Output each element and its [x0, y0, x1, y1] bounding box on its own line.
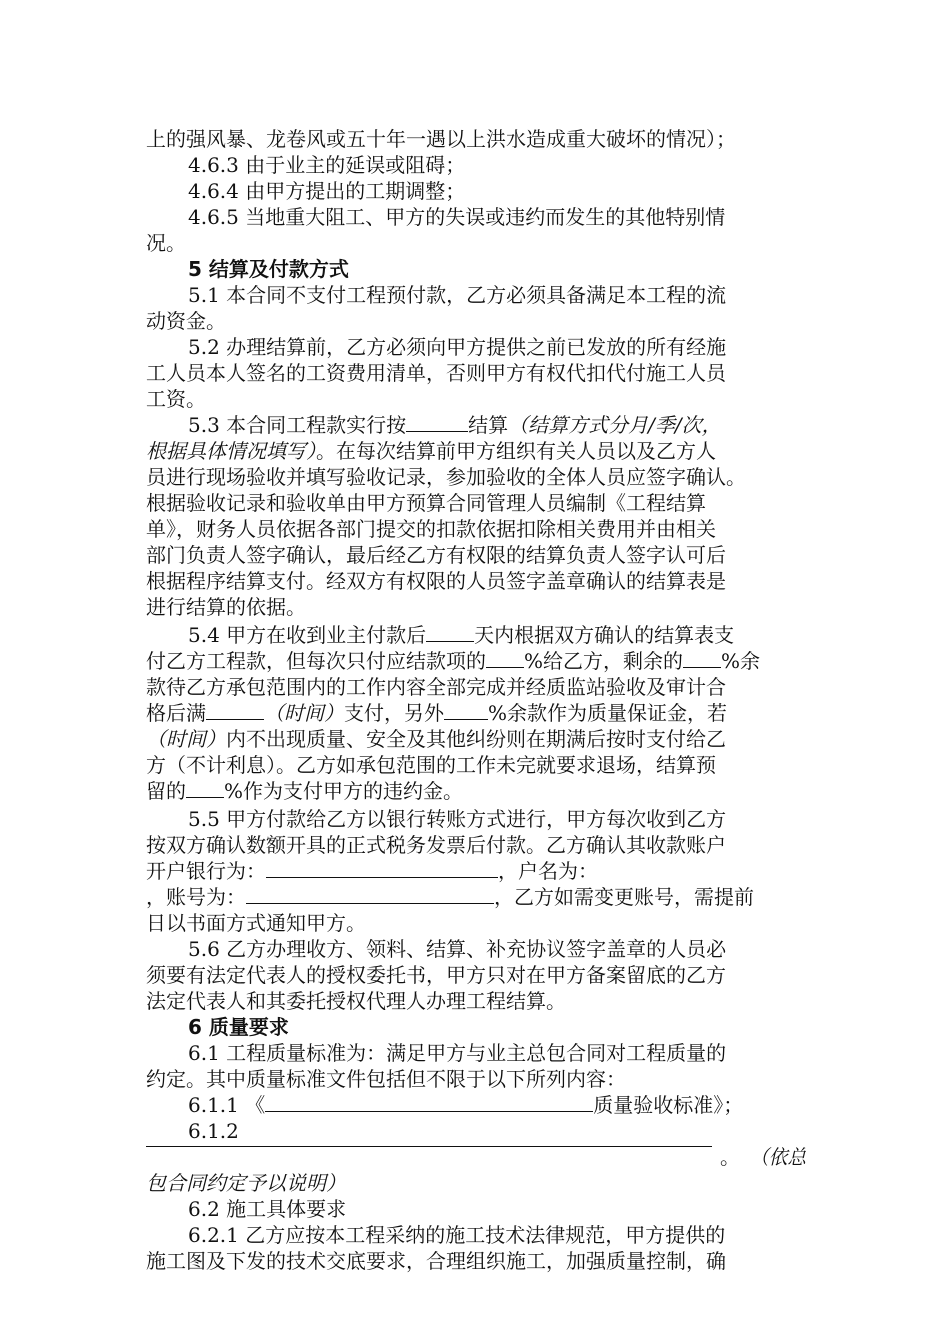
paragraph-line: 员进行现场验收并填写验收记录，参加验收的全体人员应签字确认。 [146, 465, 746, 489]
payment-percent-blank[interactable] [486, 649, 524, 668]
paragraph-text: 质量验收标准》； [593, 1093, 744, 1117]
clause-6-1: 6.1 工程质量标准为：满足甲方与业主总包合同对工程质量的 [188, 1041, 727, 1065]
paragraph-line [146, 648, 760, 674]
settlement-note: （结算方式分月/季/次， [508, 413, 722, 437]
account-number-blank[interactable] [246, 885, 494, 904]
clause-4-6-5: 4.6.5 当地重大阻工、甲方的失误或违约而发生的其他特别情 [188, 205, 726, 229]
paragraph-text: 留的 [146, 779, 186, 803]
paragraph-line: 部门负责人签字确认，最后经乙方有权限的结算负责人签字认可后 [146, 543, 726, 567]
paragraph-line: 施工图及下发的技术交底要求，合理组织施工，加强质量控制，确 [146, 1249, 726, 1273]
clause-5-1: 5.1 本合同不支付工程预付款，乙方必须具备满足本工程的流 [188, 283, 727, 307]
paragraph-text: ，账号为： [146, 885, 246, 909]
clause-5-6: 5.6 乙方办理收方、领料、结算、补充协议签字盖章的人员必 [188, 937, 727, 961]
paragraph-line: 况。 [146, 231, 186, 255]
paragraph-text: %余 [721, 649, 761, 673]
period-blank[interactable] [206, 701, 264, 720]
paragraph-text: 支付，另外 [344, 701, 444, 725]
settlement-note-cont: 根据具体情况填写） [146, 439, 316, 463]
paragraph-line: 进行结算的依据。 [146, 595, 306, 619]
settlement-label: 结算 [468, 413, 509, 437]
clause-6-2: 6.2 施工具体要求 [188, 1197, 347, 1221]
bank-name-blank[interactable] [266, 859, 498, 878]
standard-name-blank[interactable] [265, 1093, 593, 1112]
penalty-percent-blank[interactable] [186, 779, 224, 798]
paragraph-text: 。 [720, 1145, 740, 1169]
section-6-heading: 6 质量要求 [188, 1015, 289, 1039]
settlement-method-blank[interactable] [406, 413, 468, 432]
paragraph-line: 方（不计利息）。乙方如承包范围的工作未完就要求退场，结算预 [146, 753, 716, 777]
time-note: （时间） [264, 701, 344, 725]
contract-note-cont: 包合同约定予以说明） [146, 1171, 346, 1195]
paragraph-text: 。在每次结算前甲方组织有关人员以及乙方人 [316, 439, 716, 463]
days-blank[interactable] [426, 623, 474, 642]
paragraph-text: ，户名为： [498, 859, 598, 883]
paragraph-line: 日以书面方式通知甲方。 [146, 911, 366, 935]
paragraph-line [146, 700, 727, 726]
paragraph-text: %作为支付甲方的违约金。 [224, 779, 464, 803]
paragraph-line: 约定。其中质量标准文件包括但不限于以下所列内容： [146, 1067, 626, 1091]
paragraph-line: 工人员本人签名的工资费用清单，否则甲方有权代扣代付施工人员 [146, 361, 726, 385]
clause-5-4-text: 5.4 甲方在收到业主付款后 [188, 623, 427, 647]
paragraph-line: 款待乙方承包范围内的工作内容全部完成并经质监站验收及审计合 [146, 675, 726, 699]
paragraph-line: 上的强风暴、龙卷风或五十年一遇以上洪水造成重大破坏的情况）； [146, 127, 736, 151]
paragraph-line: 须要有法定代表人的授权委托书，甲方只对在甲方备案留底的乙方 [146, 963, 726, 987]
clause-5-5: 5.5 甲方付款给乙方以银行转账方式进行，甲方每次收到乙方 [188, 807, 727, 831]
section-5-heading: 5 结算及付款方式 [188, 257, 349, 281]
paragraph-line: 工资。 [146, 387, 206, 411]
paragraph-text: %余款作为质量保证金，若 [488, 701, 728, 725]
paragraph-line: 根据验收记录和验收单由甲方预算合同管理人员编制《工程结算 [146, 491, 706, 515]
paragraph-line: 单》，财务人员依据各部门提交的扣款依据扣除相关费用并由相关 [146, 517, 716, 541]
paragraph-line [146, 726, 726, 752]
clause-6-1-1 [188, 1092, 743, 1118]
clause-4-6-4: 4.6.4 由甲方提出的工期调整； [188, 179, 466, 203]
remaining-percent-blank[interactable] [683, 649, 721, 668]
paragraph-text: 开户银行为： [146, 859, 266, 883]
clause-4-6-3: 4.6.3 由于业主的延误或阻碍； [188, 153, 466, 177]
paragraph-line: 动资金。 [146, 309, 226, 333]
paragraph-text: 内不出现质量、安全及其他纠纷则在期满后按时支付给乙 [226, 727, 726, 751]
paragraph-text: 6.1.1 《 [188, 1093, 266, 1117]
clause-5-3-text: 5.3 本合同工程款实行按 [188, 413, 407, 437]
paragraph-line [146, 884, 754, 910]
clause-6-1-2-blank[interactable] [146, 1146, 712, 1147]
clause-5-4 [188, 622, 734, 648]
paragraph-line: 法定代表人和其委托授权代理人办理工程结算。 [146, 989, 566, 1013]
time-note: （时间） [146, 727, 226, 751]
clause-5-2: 5.2 办理结算前，乙方必须向甲方提供之前已发放的所有经施 [188, 335, 727, 359]
paragraph-line: 根据程序结算支付。经双方有权限的人员签字盖章确认的结算表是 [146, 569, 726, 593]
contract-note: （依总 [750, 1145, 806, 1169]
clause-6-2-1: 6.2.1 乙方应按本工程采纳的施工技术法律规范，甲方提供的 [188, 1223, 726, 1247]
paragraph-line [146, 778, 463, 804]
paragraph-text: %给乙方，剩余的 [524, 649, 684, 673]
paragraph-text: 天内根据双方确认的结算表支 [474, 623, 735, 647]
retention-percent-blank[interactable] [444, 701, 488, 720]
paragraph-text: ，乙方如需变更账号，需提前 [494, 885, 754, 909]
paragraph-text: 付乙方工程款，但每次只付应结款项的 [146, 649, 486, 673]
paragraph-text: 格后满 [146, 701, 206, 725]
clause-5-3 [188, 412, 722, 438]
paragraph-line [146, 438, 716, 464]
clause-6-1-2: 6.1.2 [188, 1119, 239, 1143]
paragraph-line: 按双方确认数额开具的正式税务发票后付款。乙方确认其收款账户 [146, 833, 726, 857]
paragraph-line [146, 858, 598, 884]
